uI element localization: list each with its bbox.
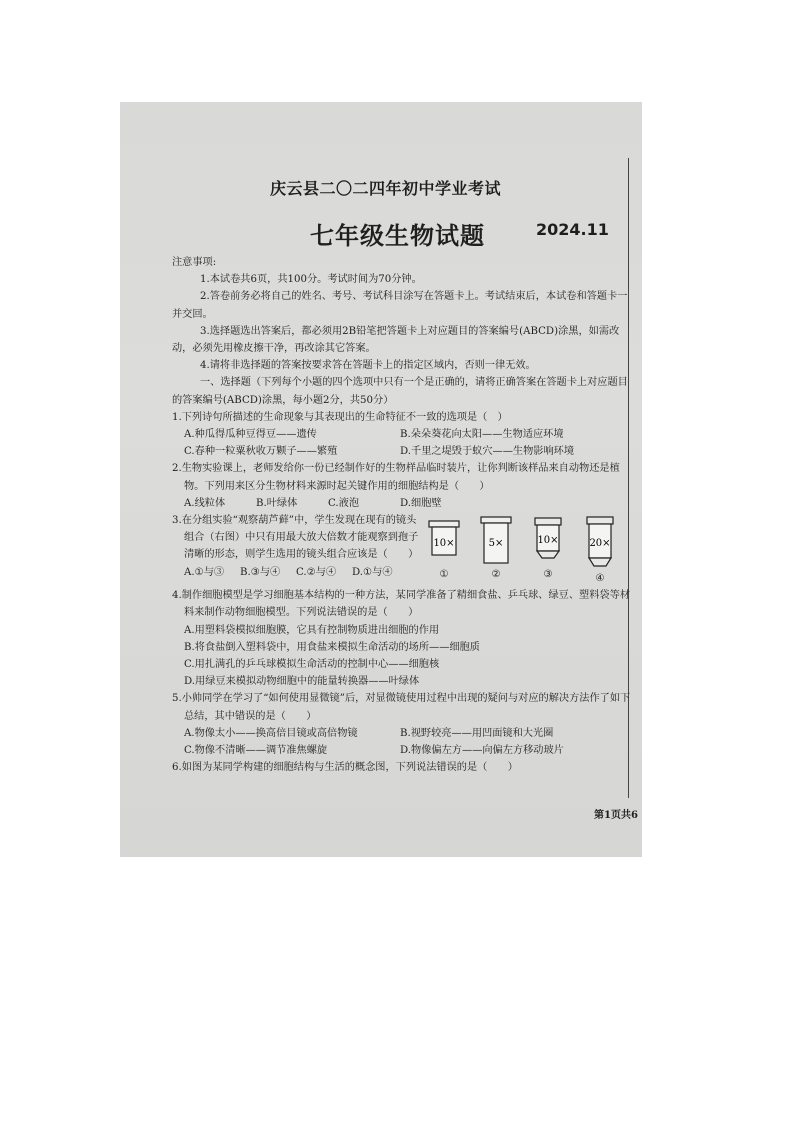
exam-body [172,254,632,776]
option: C.用扎满孔的乒乓球模拟生命活动的控制中心——细胞核 [184,659,440,671]
lens-4 [582,516,618,587]
option: A.物像太小——换高倍目镜或高倍物镜 [184,727,358,739]
question-stem: 5.小帅同学在学习了“如何使用显微镜”后，对显微镜使用过程中出现的疑问与对应的解决方法作了如下总结，其中错误的是（ ） [172,693,631,722]
lens-number: ② [491,569,501,581]
option: A.①与③ [184,566,225,578]
option: C.春种一粒粟秋收万颗子——繁殖 [184,446,338,458]
lens-number: ④ [595,573,605,585]
notice-heading: 注意事项: [172,257,217,268]
option: C.液泡 [328,497,360,509]
option: D.千里之堤毁于蚁穴——生物影响环境 [400,446,575,458]
question-3 [172,512,632,587]
lens-1 [426,516,462,587]
exam-date: 2024.11 [536,220,609,239]
option: D.用绿豆来模拟动物细胞中的能量转换器——叶绿体 [184,676,420,688]
question-options [172,622,632,691]
lens-magnification: 10× [433,538,455,550]
question-stem: 1.下列诗句所描述的生命现象与其表现出的生命特征不一致的选项是（ ） [172,411,508,423]
question-options [172,495,632,512]
option: A.用塑料袋模拟细胞膜，它具有控制物质进出细胞的作用 [184,624,440,636]
question-3-text [172,512,422,587]
objective-icon [530,516,566,564]
lens-magnification: 5× [488,538,504,550]
question-stem: 6.如图为某同学构建的细胞结构与生活的概念图，下列说法错误的是（ ） [172,762,518,774]
lens-number: ① [439,569,449,581]
notice-item: 3.选择题选出答案后，都必须用2B铅笔把答题卡上对应题目的答案编号(ABCD)涂黑，如需改动，必须先用橡皮擦干净，再改涂其它答案。 [172,325,620,355]
notice-item: 4.请将非选择题的答案按要求答在答题卡上的指定区域内，否则一律无效。 [200,360,536,372]
option: A.种瓜得瓜种豆得豆——遗传 [184,429,317,441]
exam-name: 庆云县二〇二四年初中学业考试 [270,179,502,198]
option: C.②与④ [296,566,337,578]
lens-figure [426,516,618,587]
objective-icon [582,516,618,568]
question-options [172,426,632,460]
eyepiece-icon [478,516,514,564]
lens-magnification: 20× [589,538,611,550]
notice-item: 1.本试卷共6页，共100分。考试时间为70分钟。 [200,274,422,286]
eyepiece-icon [426,516,462,564]
option: B.朵朵葵花向太阳——生物适应环境 [400,429,564,441]
lens-2 [478,516,514,587]
question-stem: 3.在分组实验“观察葫芦藓”中，学生发现在现有的镜头组合（右图）中只有用最大放大倍数才能观察到孢子清晰的形态，则学生选用的镜头组合应该是（ ） [172,515,419,561]
option: B.视野较亮——用凹面镜和大光圈 [400,727,554,739]
question-options [172,725,632,759]
section-heading: 一、选择题（下列每个小题的四个选项中只有一个是正确的，请将正确答案在答题卡上对应题目的答案编号(ABCD)涂黑，每小题2分，共50分） [172,377,628,406]
lens-magnification: 10× [537,535,559,547]
page-footer: 第1页共6 [594,810,638,821]
option: B.将食盐倒入塑料袋中，用食盐来模拟生命活动的场所——细胞质 [184,641,480,653]
question-stem: 2.生物实验课上，老师发给你一份已经制作好的生物样品临时装片，让你判断该样品来自动物还是植物。下列用来区分生物材料来源时起关键作用的细胞结构是（ ） [172,463,620,492]
question-options [172,564,422,581]
lens-3 [530,516,566,587]
option: B.叶绿体 [256,497,298,509]
exam-photo [120,102,642,857]
question-stem: 4.制作细胞模型是学习细胞基本结构的一种方法，某同学准备了精细食盐、乒乓球、绿豆、塑料袋等材料来制作动物细胞模型。下列说法错误的是（ ） [172,590,630,619]
exam-title: 七年级生物试题 [310,221,485,250]
option: D.细胞壁 [400,497,442,509]
option: D.①与④ [352,566,393,578]
option: B.③与④ [240,566,281,578]
notice-item: 2.答卷前务必将自己的姓名、考号、考试科目涂写在答题卡上。考试结束后，本试卷和答题卡一并交回。 [172,291,628,320]
lens-number: ③ [543,569,553,581]
option: A.线粒体 [184,497,226,509]
option: D.物像偏左方——向偏左方移动玻片 [400,745,564,757]
option: C.物像不清晰——调节准焦螺旋 [184,745,328,757]
